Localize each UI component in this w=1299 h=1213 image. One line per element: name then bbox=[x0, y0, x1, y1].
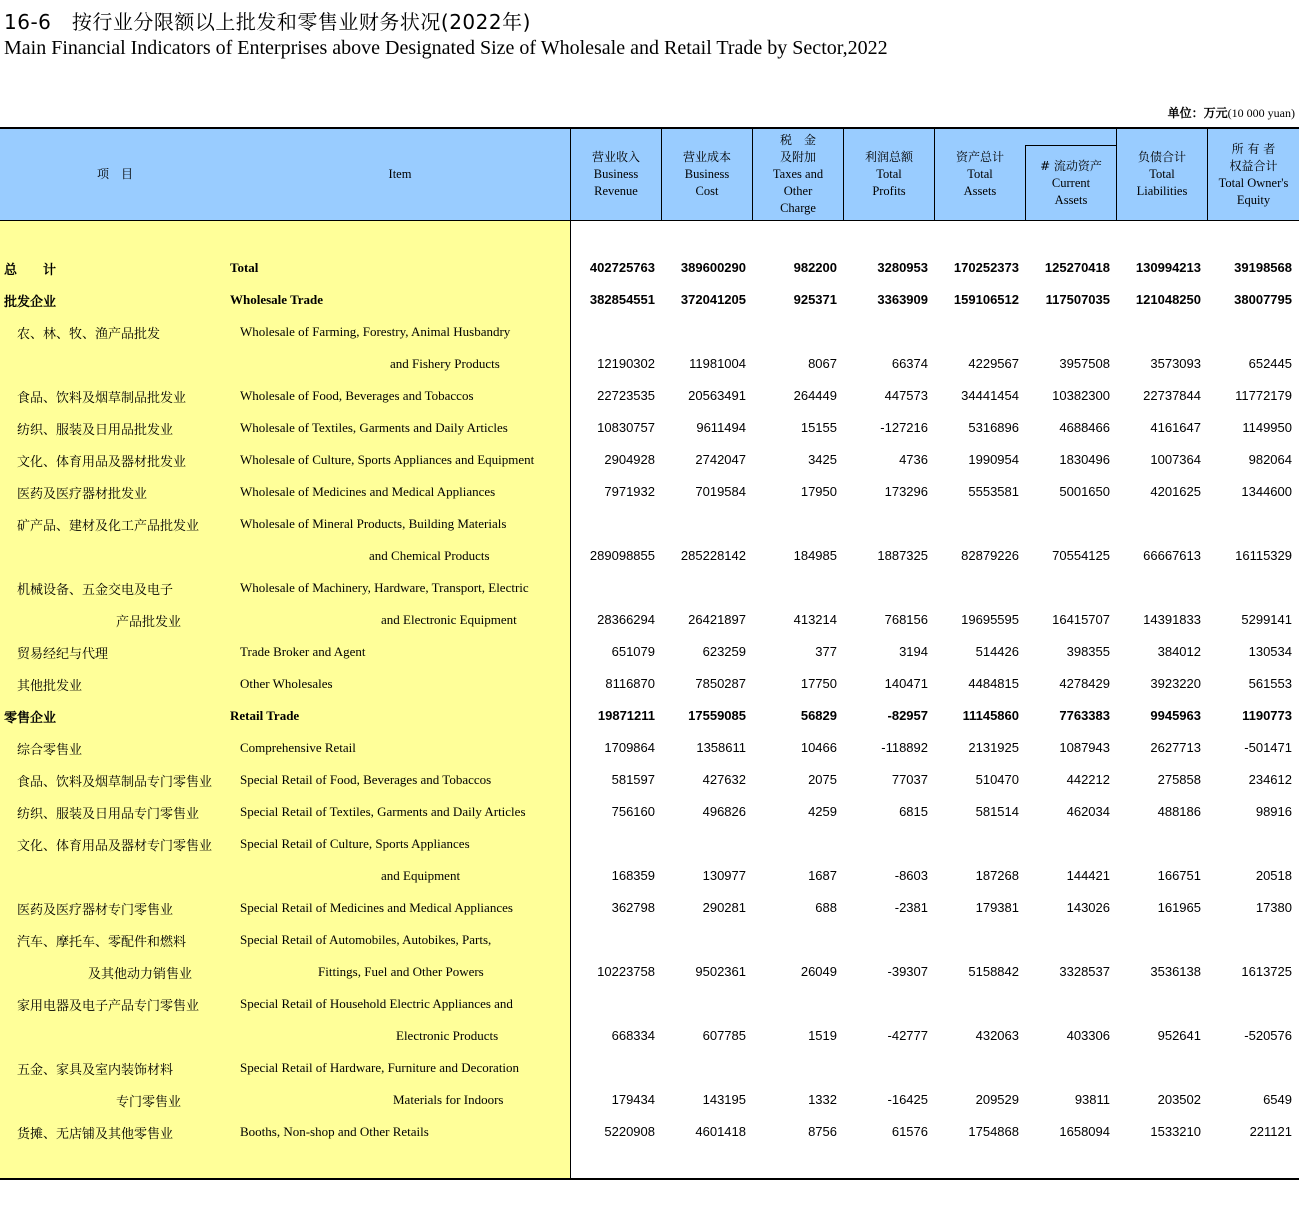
table-row-continuation bbox=[0, 540, 1299, 572]
cell-value: -82957 bbox=[887, 708, 928, 723]
cell-value: 8756 bbox=[808, 1124, 837, 1139]
cell-value: 289098855 bbox=[589, 548, 655, 563]
cell-value: 3923220 bbox=[1150, 676, 1201, 691]
cell-value: 173296 bbox=[884, 484, 928, 499]
cell-value: 4161647 bbox=[1150, 420, 1201, 435]
cell-value: 623259 bbox=[702, 644, 746, 659]
cell-value: 221121 bbox=[1249, 1124, 1292, 1139]
cell-value: 11772179 bbox=[1235, 388, 1292, 403]
cell-value: 1007364 bbox=[1150, 452, 1201, 467]
row-label-cn: 食品、饮料及烟草制品批发业 bbox=[17, 391, 187, 406]
table-row bbox=[0, 284, 1299, 316]
row-label-cn: 机械设备、五金交电及电子 bbox=[17, 583, 174, 598]
cell-value: 19695595 bbox=[961, 612, 1019, 627]
cell-value: 1687 bbox=[808, 868, 837, 883]
row-label-en: Wholesale of Machinery, Hardware, Transport, Electric bbox=[240, 580, 529, 595]
cell-value: 4484815 bbox=[968, 676, 1019, 691]
row-label-cn: 矿产品、建材及化工产品批发业 bbox=[17, 519, 200, 534]
cell-value: 4229567 bbox=[968, 356, 1019, 371]
row-label-en: Trade Broker and Agent bbox=[240, 644, 366, 659]
cell-value: 9611494 bbox=[696, 420, 746, 435]
cell-value: 17750 bbox=[800, 676, 837, 691]
page-title-cn: 16-6 按行业分限额以上批发和零售业财务状况(2022年) bbox=[4, 10, 531, 34]
cell-value: 234612 bbox=[1248, 772, 1292, 787]
cell-value: 11981004 bbox=[689, 356, 746, 371]
row-label-en: Special Retail of Hardware, Furniture and Decoration bbox=[240, 1060, 520, 1075]
cell-value: 3536138 bbox=[1150, 964, 1201, 979]
cell-value: 5299141 bbox=[1241, 612, 1292, 627]
row-label-cn: 文化、体育用品及器材批发业 bbox=[17, 455, 187, 470]
cell-value: -39307 bbox=[887, 964, 928, 979]
table-row bbox=[0, 252, 1299, 284]
cell-value: 28366294 bbox=[597, 612, 655, 627]
cell-value: 140471 bbox=[884, 676, 928, 691]
cell-value: 19871211 bbox=[597, 708, 655, 723]
cell-value: 168359 bbox=[611, 868, 655, 883]
row-label-en: Wholesale of Food, Beverages and Tobaccos bbox=[240, 388, 474, 403]
cell-value: 952641 bbox=[1157, 1028, 1201, 1043]
header-assets: 资产总计 Total Assets bbox=[955, 150, 1004, 198]
table-row-continuation bbox=[0, 1084, 1299, 1116]
table-row bbox=[0, 508, 1299, 540]
table-row bbox=[0, 1052, 1299, 1084]
cell-value: 372041205 bbox=[680, 292, 746, 307]
cell-value: 6815 bbox=[899, 804, 928, 819]
cell-value: 3280953 bbox=[877, 260, 928, 275]
cell-value: 668334 bbox=[611, 1028, 655, 1043]
row-label-en-cont: and Equipment bbox=[381, 868, 461, 883]
row-label-en: Wholesale of Mineral Products, Building Materials bbox=[240, 516, 507, 531]
cell-value: 159106512 bbox=[953, 292, 1019, 307]
cell-value: 1613725 bbox=[1241, 964, 1292, 979]
table-row bbox=[0, 700, 1299, 732]
row-label-en: Comprehensive Retail bbox=[240, 740, 356, 755]
cell-value: 403306 bbox=[1066, 1028, 1110, 1043]
cell-value: 382854551 bbox=[589, 292, 655, 307]
cell-value: 3573093 bbox=[1150, 356, 1201, 371]
cell-value: 20518 bbox=[1255, 868, 1292, 883]
cell-value: 362798 bbox=[611, 900, 655, 915]
cell-value: 187268 bbox=[975, 868, 1019, 883]
cell-value: 66374 bbox=[891, 356, 928, 371]
row-label-cn: 货摊、无店铺及其他零售业 bbox=[17, 1127, 174, 1142]
row-label-cn: 食品、饮料及烟草制品专门零售业 bbox=[17, 775, 213, 790]
row-label-en: Special Retail of Medicines and Medical Appliances bbox=[240, 900, 513, 915]
cell-value: 38007795 bbox=[1234, 292, 1292, 307]
cell-value: 4278429 bbox=[1059, 676, 1110, 691]
cell-value: 3194 bbox=[899, 644, 928, 659]
cell-value: -42777 bbox=[887, 1028, 928, 1043]
row-label-cn-cont: 专门零售业 bbox=[116, 1095, 182, 1110]
table-row bbox=[0, 796, 1299, 828]
table-row bbox=[0, 764, 1299, 796]
cell-value: 179381 bbox=[975, 900, 1019, 915]
cell-value: 432063 bbox=[975, 1028, 1019, 1043]
cell-value: 1087943 bbox=[1059, 740, 1110, 755]
row-label-cn: 医药及医疗器材批发业 bbox=[17, 487, 148, 502]
cell-value: 161965 bbox=[1157, 900, 1201, 915]
cell-value: 1830496 bbox=[1059, 452, 1110, 467]
cell-value: -127216 bbox=[880, 420, 928, 435]
header-item-en: Item bbox=[388, 167, 412, 181]
cell-value: 651079 bbox=[611, 644, 655, 659]
cell-value: 16415707 bbox=[1052, 612, 1110, 627]
row-label-en: Special Retail of Household Electric Appliances and bbox=[240, 996, 513, 1011]
cell-value: 34441454 bbox=[961, 388, 1019, 403]
cell-value: 17950 bbox=[800, 484, 837, 499]
row-label-cn: 农、林、牧、渔产品批发 bbox=[17, 327, 161, 342]
cell-value: 581597 bbox=[611, 772, 655, 787]
cell-value: 4688466 bbox=[1059, 420, 1110, 435]
cell-value: 1149950 bbox=[1242, 420, 1292, 435]
cell-value: 1344600 bbox=[1241, 484, 1292, 499]
cell-value: 1887325 bbox=[877, 548, 928, 563]
cell-value: 77037 bbox=[891, 772, 928, 787]
cell-value: -16425 bbox=[887, 1092, 928, 1107]
row-label-en: Special Retail of Automobiles, Autobikes, Parts, bbox=[240, 932, 492, 947]
header-cost: 营业成本 Business Cost bbox=[682, 150, 731, 198]
cell-value: 3363909 bbox=[877, 292, 928, 307]
row-label-cn: 汽车、摩托车、零配件和燃料 bbox=[17, 935, 187, 950]
table-row bbox=[0, 316, 1299, 348]
row-label-cn: 零售企业 bbox=[4, 711, 57, 726]
table-row bbox=[0, 380, 1299, 412]
cell-value: 10466 bbox=[800, 740, 837, 755]
table-row bbox=[0, 476, 1299, 508]
cell-value: 15155 bbox=[800, 420, 837, 435]
cell-value: 39198568 bbox=[1234, 260, 1292, 275]
cell-value: 4201625 bbox=[1150, 484, 1201, 499]
table-row-continuation bbox=[0, 604, 1299, 636]
cell-value: 8067 bbox=[808, 356, 837, 371]
cell-value: 22737844 bbox=[1143, 388, 1201, 403]
row-label-cn-cont: 及其他动力销售业 bbox=[88, 967, 193, 982]
cell-value: 264449 bbox=[793, 388, 837, 403]
cell-value: 982064 bbox=[1248, 452, 1292, 467]
cell-value: 179434 bbox=[611, 1092, 655, 1107]
row-label-en-cont: Fittings, Fuel and Other Powers bbox=[318, 964, 484, 979]
table-row bbox=[0, 668, 1299, 700]
cell-value: 82879226 bbox=[961, 548, 1019, 563]
cell-value: 10830757 bbox=[597, 420, 655, 435]
row-label-en-cont: and Chemical Products bbox=[369, 548, 490, 563]
cell-value: 561553 bbox=[1248, 676, 1292, 691]
cell-value: 166751 bbox=[1157, 868, 1201, 883]
cell-value: 6549 bbox=[1263, 1092, 1292, 1107]
table-row bbox=[0, 924, 1299, 956]
row-label-cn: 其他批发业 bbox=[17, 679, 83, 694]
row-label-cn: 综合零售业 bbox=[17, 743, 83, 758]
header-taxes: 税 金 及附加 Taxes and Other Charge bbox=[772, 133, 824, 215]
cell-value: 688 bbox=[815, 900, 837, 915]
cell-value: 11145860 bbox=[962, 708, 1019, 723]
cell-value: 7763383 bbox=[1059, 708, 1110, 723]
row-label-cn: 纺织、服装及日用品专门零售业 bbox=[17, 807, 200, 822]
page-title-en: Main Financial Indicators of Enterprises above Designated Size of Wholesale and Retail Trade by Sector,2022 bbox=[4, 37, 888, 59]
cell-value: 66667613 bbox=[1143, 548, 1201, 563]
table-row bbox=[0, 892, 1299, 924]
cell-value: 3425 bbox=[808, 452, 837, 467]
cell-value: 5158842 bbox=[968, 964, 1019, 979]
cell-value: 4259 bbox=[808, 804, 837, 819]
cell-value: 130977 bbox=[702, 868, 746, 883]
cell-value: 16115329 bbox=[1235, 548, 1292, 563]
cell-value: 143026 bbox=[1066, 900, 1110, 915]
cell-value: 462034 bbox=[1066, 804, 1110, 819]
cell-value: 26421897 bbox=[688, 612, 746, 627]
table-row-continuation bbox=[0, 956, 1299, 988]
row-label-en: Wholesale of Medicines and Medical Appliances bbox=[240, 484, 496, 499]
cell-value: -8603 bbox=[894, 868, 928, 883]
cell-value: 285228142 bbox=[680, 548, 746, 563]
cell-value: 9945963 bbox=[1150, 708, 1201, 723]
row-label-cn: 五金、家具及室内装饰材料 bbox=[17, 1063, 174, 1078]
cell-value: 510470 bbox=[975, 772, 1019, 787]
row-label-en: Special Retail of Textiles, Garments and Daily Articles bbox=[240, 804, 526, 819]
row-label-en: Booths, Non-shop and Other Retails bbox=[240, 1124, 429, 1139]
cell-value: 607785 bbox=[702, 1028, 746, 1043]
row-label-cn: 贸易经纪与代理 bbox=[17, 647, 109, 662]
table-row bbox=[0, 1116, 1299, 1148]
cell-value: 17559085 bbox=[688, 708, 746, 723]
row-label-cn: 总 计 bbox=[4, 263, 57, 278]
cell-value: 5316896 bbox=[968, 420, 1019, 435]
cell-value: -118892 bbox=[881, 740, 928, 755]
cell-value: 4601418 bbox=[695, 1124, 746, 1139]
cell-value: 7019584 bbox=[695, 484, 746, 499]
cell-value: 170252373 bbox=[953, 260, 1019, 275]
header-item-cn: 项 目 bbox=[96, 167, 133, 181]
cell-value: 2904928 bbox=[604, 452, 655, 467]
row-label-en-cont: Materials for Indoors bbox=[393, 1092, 504, 1107]
cell-value: 1190773 bbox=[1242, 708, 1292, 723]
row-label-en: Special Retail of Food, Beverages and Tobaccos bbox=[240, 772, 492, 787]
header-current-assets: # 流动资产 Current Assets bbox=[1025, 145, 1116, 221]
cell-value: 2742047 bbox=[695, 452, 746, 467]
cell-value: 1658094 bbox=[1059, 1124, 1110, 1139]
table-row-continuation bbox=[0, 348, 1299, 380]
cell-value: 427632 bbox=[702, 772, 746, 787]
row-label-en-cont: and Fishery Products bbox=[390, 356, 500, 371]
cell-value: 982200 bbox=[793, 260, 837, 275]
cell-value: 447573 bbox=[884, 388, 928, 403]
cell-value: 402725763 bbox=[589, 260, 655, 275]
cell-value: 1332 bbox=[808, 1092, 837, 1107]
cell-value: 184985 bbox=[793, 548, 837, 563]
row-label-en: Other Wholesales bbox=[240, 676, 333, 691]
row-label-en-cont: Electronic Products bbox=[396, 1028, 499, 1043]
cell-value: 70554125 bbox=[1052, 548, 1110, 563]
cell-value: 290281 bbox=[702, 900, 746, 915]
table-row bbox=[0, 412, 1299, 444]
row-label-en: Retail Trade bbox=[230, 708, 300, 723]
cell-value: 384012 bbox=[1157, 644, 1201, 659]
cell-value: 17380 bbox=[1255, 900, 1292, 915]
table-row bbox=[0, 828, 1299, 860]
cell-value: -501471 bbox=[1244, 740, 1292, 755]
row-label-cn-cont: 产品批发业 bbox=[116, 615, 182, 630]
cell-value: 925371 bbox=[793, 292, 837, 307]
cell-value: 12190302 bbox=[597, 356, 655, 371]
cell-value: 130534 bbox=[1248, 644, 1292, 659]
cell-value: 10382300 bbox=[1052, 388, 1110, 403]
table-bottom-rule bbox=[0, 1178, 1299, 1180]
cell-value: 1709864 bbox=[604, 740, 655, 755]
cell-value: 398355 bbox=[1066, 644, 1110, 659]
cell-value: 98916 bbox=[1255, 804, 1292, 819]
cell-value: 117507035 bbox=[1045, 292, 1110, 307]
cell-value: 14391833 bbox=[1143, 612, 1201, 627]
cell-value: 389600290 bbox=[680, 260, 746, 275]
cell-value: -2381 bbox=[894, 900, 928, 915]
cell-value: 130994213 bbox=[1135, 260, 1201, 275]
cell-value: 56829 bbox=[800, 708, 837, 723]
cell-value: 496826 bbox=[702, 804, 746, 819]
cell-value: 209529 bbox=[975, 1092, 1019, 1107]
cell-value: 756160 bbox=[611, 804, 655, 819]
row-label-en: Wholesale Trade bbox=[230, 292, 324, 307]
cell-value: 20563491 bbox=[688, 388, 746, 403]
cell-value: 1990954 bbox=[968, 452, 1019, 467]
row-label-en: Wholesale of Textiles, Garments and Daily Articles bbox=[240, 420, 508, 435]
cell-value: 10223758 bbox=[597, 964, 655, 979]
table-row bbox=[0, 732, 1299, 764]
cell-value: 203502 bbox=[1157, 1092, 1201, 1107]
cell-value: 1533210 bbox=[1150, 1124, 1201, 1139]
header-revenue: 营业收入 Business Revenue bbox=[591, 150, 640, 198]
cell-value: 275858 bbox=[1157, 772, 1201, 787]
table-row bbox=[0, 636, 1299, 668]
cell-value: 1519 bbox=[808, 1028, 837, 1043]
cell-value: 1754868 bbox=[968, 1124, 1019, 1139]
cell-value: -520576 bbox=[1244, 1028, 1292, 1043]
row-label-cn: 文化、体育用品及器材专门零售业 bbox=[17, 839, 213, 854]
cell-value: 442212 bbox=[1066, 772, 1110, 787]
cell-value: 9502361 bbox=[695, 964, 746, 979]
cell-value: 581514 bbox=[975, 804, 1019, 819]
cell-value: 488186 bbox=[1157, 804, 1201, 819]
header-profits: 利润总额 Total Profits bbox=[864, 150, 913, 198]
cell-value: 5220908 bbox=[604, 1124, 655, 1139]
cell-value: 143195 bbox=[702, 1092, 746, 1107]
row-label-en: Wholesale of Farming, Forestry, Animal Husbandry bbox=[240, 324, 511, 339]
cell-value: 652445 bbox=[1248, 356, 1292, 371]
cell-value: 3328537 bbox=[1059, 964, 1110, 979]
table-row bbox=[0, 572, 1299, 604]
table-row-continuation bbox=[0, 1020, 1299, 1052]
cell-value: 4736 bbox=[899, 452, 928, 467]
cell-value: 22723535 bbox=[597, 388, 655, 403]
row-label-en: Total bbox=[230, 260, 259, 275]
header-liabilities: 负债合计 Total Liabilities bbox=[1136, 150, 1188, 198]
unit-label: 单位：万元(10 000 yuan) bbox=[1167, 106, 1295, 120]
cell-value: 1358611 bbox=[696, 740, 746, 755]
cell-value: 5001650 bbox=[1059, 484, 1110, 499]
cell-value: 121048250 bbox=[1135, 292, 1201, 307]
cell-value: 514426 bbox=[975, 644, 1019, 659]
row-label-cn: 家用电器及电子产品专门零售业 bbox=[17, 999, 200, 1014]
cell-value: 2075 bbox=[808, 772, 837, 787]
cell-value: 2131925 bbox=[968, 740, 1019, 755]
cell-value: 377 bbox=[815, 644, 837, 659]
cell-value: 26049 bbox=[800, 964, 837, 979]
cell-value: 768156 bbox=[884, 612, 928, 627]
cell-value: 8116870 bbox=[605, 676, 655, 691]
cell-value: 413214 bbox=[793, 612, 837, 627]
table-row bbox=[0, 444, 1299, 476]
table-row-continuation bbox=[0, 860, 1299, 892]
cell-value: 7971932 bbox=[604, 484, 655, 499]
row-label-en: Wholesale of Culture, Sports Appliances and Equipment bbox=[240, 452, 535, 467]
cell-value: 93811 bbox=[1074, 1092, 1110, 1107]
cell-value: 144421 bbox=[1066, 868, 1110, 883]
cell-value: 5553581 bbox=[968, 484, 1019, 499]
cell-value: 125270418 bbox=[1044, 260, 1110, 275]
header-equity: 所 有 者 权益合计 Total Owner's Equity bbox=[1218, 141, 1289, 207]
cell-value: 61576 bbox=[891, 1124, 928, 1139]
row-label-en: Special Retail of Culture, Sports Appliances bbox=[240, 836, 470, 851]
row-label-cn: 医药及医疗器材专门零售业 bbox=[17, 903, 174, 918]
table-row bbox=[0, 988, 1299, 1020]
row-label-en-cont: and Electronic Equipment bbox=[381, 612, 517, 627]
cell-value: 7850287 bbox=[695, 676, 746, 691]
row-label-cn: 纺织、服装及日用品批发业 bbox=[17, 423, 174, 438]
cell-value: 2627713 bbox=[1150, 740, 1201, 755]
row-label-cn: 批发企业 bbox=[4, 295, 57, 310]
cell-value: 3957508 bbox=[1059, 356, 1110, 371]
